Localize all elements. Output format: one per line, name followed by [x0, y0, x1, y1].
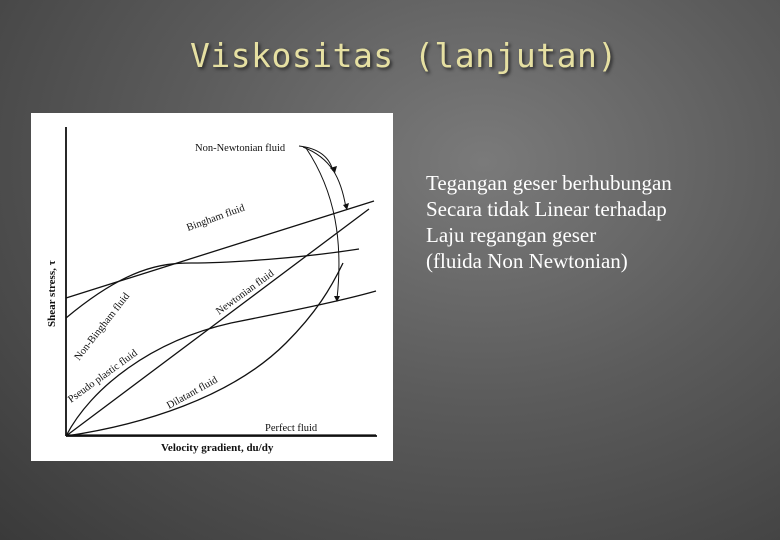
label-perfect-fluid: Perfect fluid: [265, 423, 318, 434]
slide-body-text: [426, 170, 766, 274]
non-newtonian-arrow-1: [299, 146, 333, 171]
body-line-3: Laju regangan geser: [426, 223, 597, 247]
label-non-newtonian: Non-Newtonian fluid: [195, 143, 286, 154]
slide-title: Viskositas (lanjutan): [190, 36, 618, 75]
x-axis-label: Velocity gradient, du/dy: [161, 442, 274, 454]
label-bingham: Bingham fluid: [185, 202, 247, 234]
dilatant-curve: [66, 263, 343, 436]
body-line-2: Secara tidak Linear terhadap: [426, 197, 667, 221]
label-non-bingham: Non-Bingham fluid: [72, 291, 133, 363]
rheology-diagram-svg: [31, 113, 393, 461]
label-pseudo-plastic: Pseudo plastic fluid: [66, 347, 140, 406]
label-newtonian: Newtonian fluid: [214, 268, 277, 318]
body-line-4: (fluida Non Newtonian): [426, 249, 628, 273]
body-line-1: Tegangan geser berhubungan: [426, 171, 672, 195]
y-axis-label: Shear stress, τ: [46, 260, 58, 327]
label-dilatant: Dilatant fluid: [165, 374, 220, 412]
rheology-diagram: [31, 113, 393, 461]
